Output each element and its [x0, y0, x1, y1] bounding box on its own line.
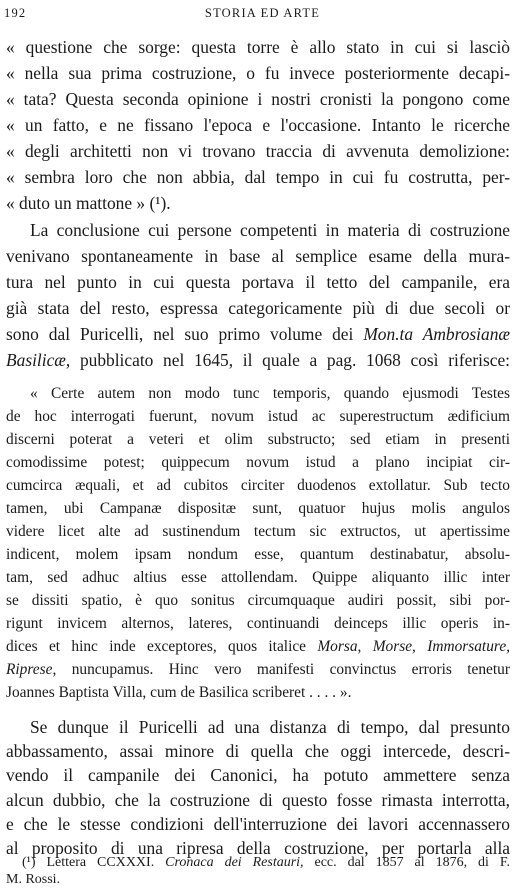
text-line: « Certe autem non modo tunc temporis, quando ejusmodi Testes	[30, 385, 510, 402]
text-line: « duto un mattone » (¹).	[6, 193, 171, 213]
text-line: vendo il campanile dei Canonici, ha potuto ammettere senza	[6, 765, 510, 786]
text-line: venivano spontaneamente in base al semplice esame della mura-	[6, 246, 510, 266]
text-line: comodissime potest; quippecum novum istud a plano incipiat cir-	[6, 454, 510, 471]
text-line: indicent, molem ipsam nondum esse, quantum destinabatur, absolu-	[6, 546, 510, 563]
text-line: « un fatto, e ne fissano l'epoca e l'occasione. Intanto le ricerche	[6, 115, 510, 135]
footnote-text: Lettera CCXXXI.	[46, 855, 166, 870]
text-line: « tata? Questa seconda opinione i nostri cronisti la pongono come	[6, 89, 510, 109]
text-line: videre licet alte ad sustinendum tectum sic extructos, ut apertissime	[6, 523, 510, 540]
italic-term: Riprese,	[6, 661, 57, 678]
running-title: STORIA ED ARTE	[204, 6, 321, 20]
text-line-mixed	[6, 347, 510, 373]
text-line: « questione che sorge: questa torre è allo stato in cui si lasciò	[6, 37, 510, 57]
text-line: « nella sua prima costruzione, o fu invece posteriormente decapi-	[6, 63, 510, 83]
page-header	[0, 6, 525, 26]
text-line: « sembra loro che non abbia, dal tempo in cui fu costrutta, per-	[6, 167, 510, 187]
page-number: 192	[4, 6, 27, 20]
text-line: al proposito di una ripresa della costruzione, per portarla alla	[6, 838, 510, 858]
text-line: discerni poterat a veteri et olim substructo; sed etiam in presenti	[6, 431, 510, 448]
text-line: abbassamento, assai minore di quella che oggi intercede, descri-	[6, 741, 510, 762]
footnote-text: ecc. dal 1857 al 1876, di F.	[303, 855, 510, 870]
text-line: cumcirca æquali, et ad cubitos circiter duodenos extollatur. Sub tecto	[6, 477, 510, 494]
text-line: già stata del resto, espressa categoricamente più di due secoli or	[6, 298, 510, 318]
text-run: dices et hinc inde exceptores, quos italice	[6, 638, 318, 655]
text-line: e che le stesse condizioni dell'interruzione dei lavori accennassero	[6, 813, 510, 834]
footnote-italic-title: Cronaca dei Restauri,	[165, 855, 304, 870]
text-line: de hoc interrogati fuerunt, novum istud ac superestructum ædificium	[6, 408, 510, 425]
italic-terms: Morsa, Morse, Immorsature,	[317, 638, 510, 655]
text-line: alcun dubbio, che la costruzione di questo fosse rimasta interrotta,	[6, 789, 510, 810]
text-line: La conclusione cui persone competenti in materia di costruzione	[30, 220, 510, 240]
text-run: nuncupamus. Hinc vero manifesti convinctus erroris tenetur	[56, 661, 510, 678]
text-line-mixed	[6, 321, 510, 347]
text-line: « degli architetti non vi trovano traccia di avvenuta demolizione:	[6, 141, 510, 161]
text-line: tam, sed adhuc altius esse attollendam. Quippe aliquanto illic inter	[6, 569, 510, 586]
footnote-marker: (¹)	[22, 855, 36, 870]
text-line-mixed	[6, 658, 510, 681]
text-line: Joannes Baptista Villa, cum de Basilica scriberet . . . . ».	[6, 684, 352, 701]
text-line: Se dunque il Puricelli ad una distanza di tempo, dal presunto	[30, 717, 510, 737]
text-run: , pubblicato nel 1645, il quale a pag. 1068 così riferisce:	[65, 350, 510, 370]
text-line: se dissiti spatio, è quo sonitus circumquaque audiri possit, sibi por-	[6, 592, 510, 609]
book-title-italic: Mon.ta Ambrosianæ	[363, 324, 510, 344]
footnote-line: M. Rossi.	[6, 872, 61, 887]
text-line: tamen, ubi Campanæ dispositæ sunt, quatuor hujus molis angulos	[6, 500, 510, 517]
book-title-italic: Basilicæ	[6, 350, 66, 370]
text-line: rigunt invicem alternos, lateres, continuandi deinceps illic operis in-	[6, 615, 510, 632]
text-run: sono dal Puricelli, nel suo primo volume dei	[6, 324, 364, 344]
text-line: tura nel punto in cui questa portava il tetto del campanile, era	[6, 272, 510, 292]
text-line-mixed	[6, 635, 510, 658]
